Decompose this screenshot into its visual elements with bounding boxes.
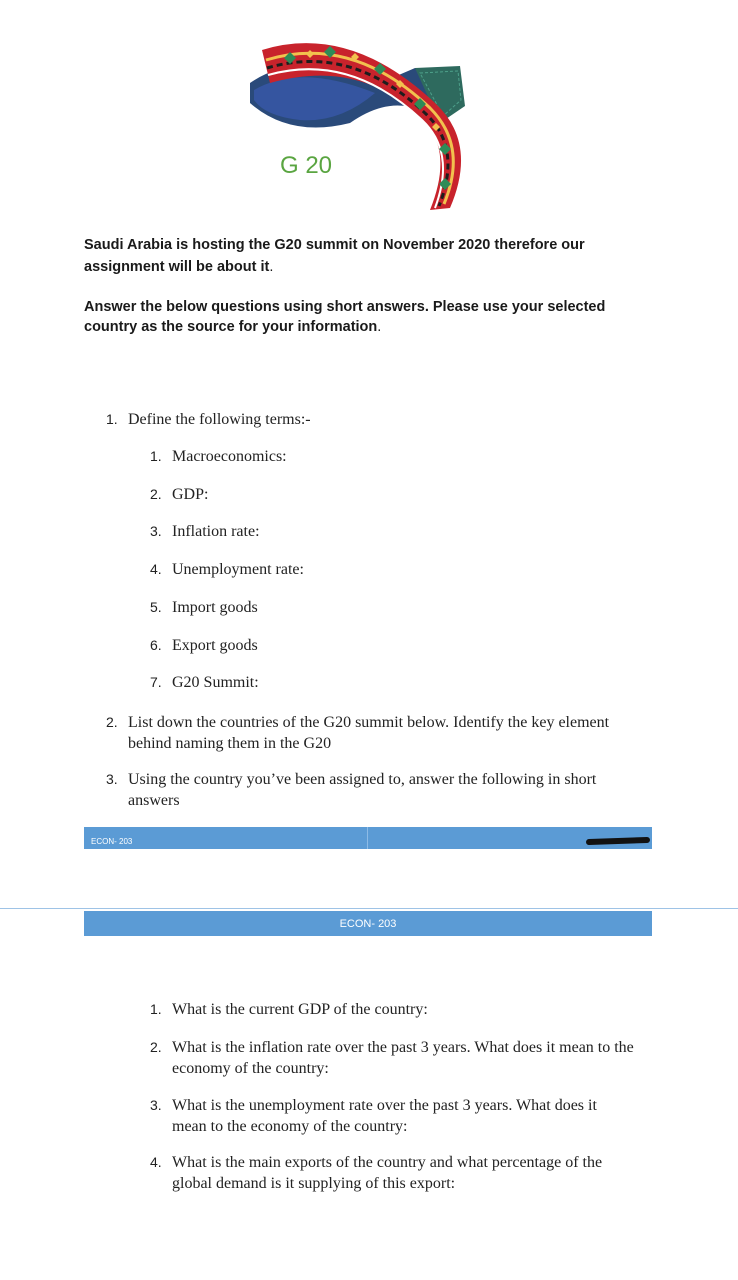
header-label: ECON- 203 [339,918,397,930]
question-number: 1. [150,1001,162,1017]
intro-line-1-end: . [269,259,274,275]
footer-divider [367,827,368,849]
term-number: 4. [150,561,162,577]
term-item [150,448,287,466]
term-text: G20 Summit: [172,674,259,691]
question-text: What is the unemployment rate over the past 3 years. What does it mean to the economy of the country: [172,1097,597,1135]
term-text: Inflation rate: [172,523,260,540]
term-number: 7. [150,674,162,690]
question-3 [106,769,651,811]
term-item [150,674,259,692]
term-text: GDP: [172,486,209,503]
page2-question [150,1152,650,1194]
intro-paragraph-2 [84,297,644,337]
intro-line-2: Answer the below questions using short answers. Please use your selected country as the source for your information [84,299,606,335]
question-text: Using the country you’ve been assigned to, answer the following in short answers [128,771,597,809]
intro-paragraph-1 [84,234,644,278]
g20-logo-icon [240,28,480,213]
term-number: 3. [150,523,162,539]
term-item [150,523,260,541]
question-number: 2. [106,714,118,730]
term-number: 2. [150,486,162,502]
page2-question [150,1095,650,1137]
question-2 [106,712,651,754]
question-number: 2. [150,1039,162,1055]
question-number: 3. [106,771,118,787]
term-text: Import goods [172,599,258,616]
term-text: Macroeconomics: [172,448,287,465]
question-text: List down the countries of the G20 summit below. Identify the key element behind naming them in the G20 [128,714,610,752]
intro-line-2-end: . [377,319,382,335]
question-number: 3. [150,1097,162,1113]
term-item [150,486,208,504]
term-item [150,637,258,655]
term-item [150,561,304,579]
page2-question [150,999,650,1020]
term-number: 5. [150,599,162,615]
intro-line-1: Saudi Arabia is hosting the G20 summit on November 2020 therefore our assignment will be about it [84,237,585,275]
question-number: 1. [106,411,118,427]
term-item [150,599,258,617]
logo-text: G 20 [280,152,333,179]
question-text: What is the inflation rate over the past 3 years. What does it mean to the economy of the country: [172,1039,634,1077]
page-header [84,911,652,936]
term-text: Export goods [172,637,258,654]
question-text: Define the following terms:- [128,411,311,428]
question-text: What is the main exports of the country and what percentage of the global demand is it supplying of this export: [172,1154,603,1192]
question-text: What is the current GDP of the country: [172,1001,428,1018]
term-text: Unemployment rate: [172,561,304,578]
term-number: 6. [150,637,162,653]
page-break-line [0,908,738,909]
page2-question [150,1037,650,1079]
question-number: 4. [150,1154,162,1170]
footer-label: ECON- 203 [91,837,133,846]
page-footer [84,827,652,849]
term-number: 1. [150,448,162,464]
question-1 [106,409,646,430]
